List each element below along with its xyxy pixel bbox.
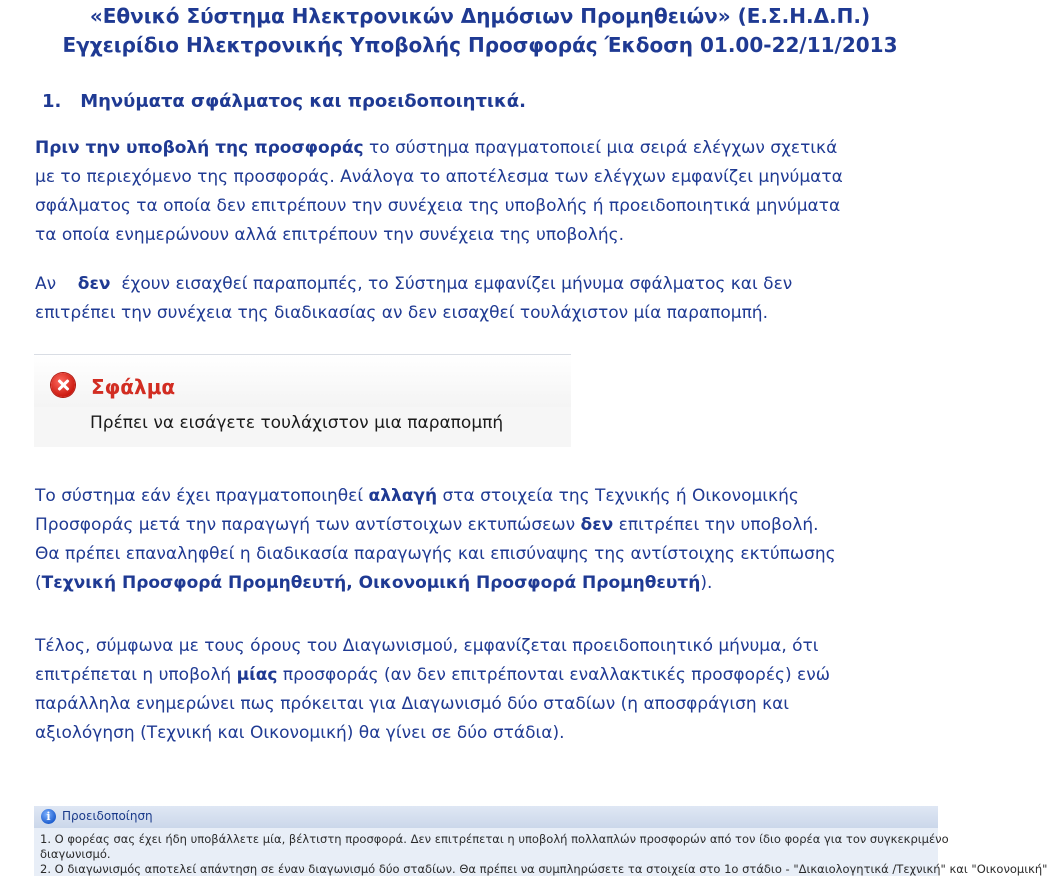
note-line-2a: επιτρέπεται η υποβολή [35, 665, 232, 685]
changes-line-1b: στα στοιχεία της Τεχνικής ή Οικονομικής [442, 486, 799, 506]
intro-line-4: τα οποία ενημερώνουν αλλά επιτρέπουν την συνέχεια της υποβολής. [35, 225, 624, 245]
changes-line-3: Θα πρέπει επαναληφθεί η διαδικασία παραγωγής και επισύναψης της αντίστοιχης εκτύπωσης [35, 544, 836, 564]
changes-line-2a: Προσφοράς μετά την παραγωγή των αντίστοιχων εκτυπώσεων [35, 515, 576, 535]
error-message-screenshot [34, 354, 571, 447]
intro-line-1: το σύστημα πραγματοποιεί μια σειρά ελέγχων σχετικά [363, 138, 838, 158]
changes-bold-not: δεν [580, 515, 614, 535]
ref-line-1: έχουν εισαχθεί παραπομπές, το Σύστημα εμφανίζει μήνυμα σφάλματος και δεν [121, 274, 793, 294]
warning-item: 1. Ο φορέας σας έχει ήδη υποβάλλετε μία, βέλτιστη προσφορά. Δεν επιτρέπεται η υποβολή πολλαπλών προσφορών από τον ίδιο φορέα για τον συγκεκριμένο [40, 832, 949, 846]
warning-item: διαγωνισμό. [40, 847, 111, 861]
note-bold-one: μίας [236, 665, 278, 685]
note-line-3: παράλληλα ενημερώνει πως πρόκειται για Διαγωνισμό δύο σταδίων (η αποσφράγιση και [35, 694, 790, 714]
paragraph-references [35, 270, 939, 328]
paragraph-changes [35, 482, 939, 598]
section-heading [42, 91, 526, 112]
changes-paren-close: ). [700, 573, 713, 593]
changes-bold-documents: Τεχνική Προσφορά Προμηθευτή, Οικονομική Προσφορά Προμηθευτή [41, 573, 701, 593]
paragraph-intro [35, 134, 939, 250]
changes-line-2b: επιτρέπει την υποβολή. [618, 515, 819, 535]
changes-line-1a: Το σύστημα εάν έχει πραγματοποιηθεί [35, 486, 364, 506]
error-title: Σφάλμα [91, 375, 176, 399]
intro-bold-lead: Πριν την υποβολή της προσφοράς [35, 138, 364, 158]
warning-header [34, 806, 938, 828]
intro-line-2: με το περιεχόμενο της προσφοράς. Ανάλογα το αποτέλεσμα των ελέγχων εμφανίζει μηνύματα [35, 167, 843, 187]
document-subtitle: Εγχειρίδιο Ηλεκτρονικής Υποβολής Προσφοράς Έκδοση 01.00-22/11/2013 [62, 33, 898, 57]
warning-body [40, 832, 1047, 877]
warning-title: Προειδοποίηση [62, 809, 153, 823]
warning-message-screenshot [34, 806, 1047, 876]
note-line-4: αξιολόγηση (Τεχνική και Οικονομική) θα γίνει σε δύο στάδια). [35, 723, 565, 743]
note-line-2b: προσφοράς (αν δεν επιτρέπονται εναλλακτικές προσφορές) ενώ [282, 665, 830, 685]
paragraph-warning-note [35, 632, 939, 748]
error-message: Πρέπει να εισάγετε τουλάχιστον μια παραπομπή [90, 413, 504, 433]
note-line-1: Τέλος, σύμφωνα με τους όρους του Διαγωνισμού, εμφανίζεται προειδοποιητικό μήνυμα, ότι [35, 636, 819, 656]
section-title: Μηνύματα σφάλματος και προειδοποιητικά. [80, 91, 526, 112]
changes-bold-change: αλλαγή [368, 486, 438, 506]
changes-paren-open: ( [35, 573, 42, 593]
document-title: «Εθνικό Σύστημα Ηλεκτρονικών Δημόσιων Προμηθειών» (Ε.Σ.Η.Δ.Π.) [89, 4, 871, 28]
warning-item: 2. Ο διαγωνισμός αποτελεί απάντηση σε έναν διαγωνισμό δύο σταδίων. Θα πρέπει να συμπληρώσετε τα στοιχεία στο 1ο στάδιο - "Δικαιολογητικά /Τεχνική" και "Οικονομική" [40, 862, 1047, 876]
info-icon [41, 809, 56, 824]
ref-line-2: επιτρέπει την συνέχεια της διαδικασίας αν δεν εισαχθεί τουλάχιστον μία παραπομπή. [35, 303, 768, 323]
ref-lead: Αν [35, 274, 57, 294]
intro-line-3: σφάλματος τα οποία δεν επιτρέπουν την συνέχεια της υποβολής ή προειδοποιητικά μηνύματα [35, 196, 841, 216]
error-x-icon [51, 373, 75, 397]
section-number: 1. [42, 91, 62, 112]
ref-bold-word: δεν [77, 274, 111, 294]
